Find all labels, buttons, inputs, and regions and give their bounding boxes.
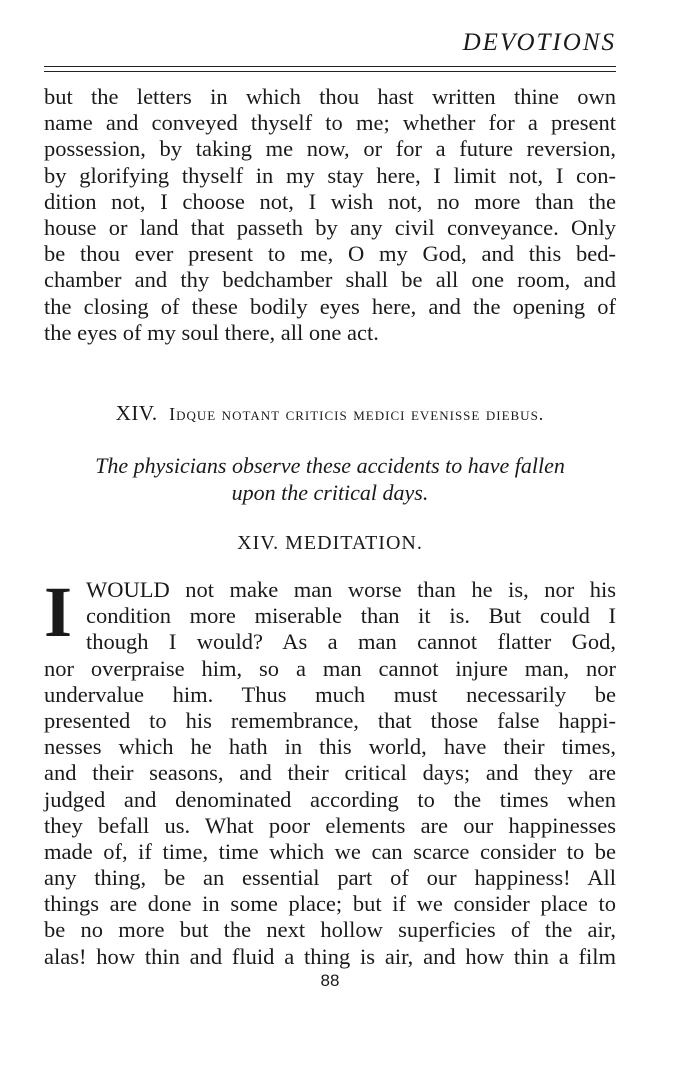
text-line: name and conveyed thyself to me; whether for a present bbox=[44, 110, 616, 136]
section-translation bbox=[64, 452, 596, 506]
section-number: XIV. bbox=[115, 401, 158, 425]
text-line: things are done in some place; but if we consider place to bbox=[44, 891, 616, 917]
text-line: the eyes of my soul there, all one act. bbox=[44, 319, 379, 345]
text-line: be thou ever present to me, O my God, and this bed- bbox=[44, 241, 616, 267]
text-line: chamber and thy bedchamber shall be all one room, and bbox=[44, 267, 616, 293]
text-line: presented to his remembrance, that those false happi- bbox=[44, 707, 616, 733]
text-line: undervalue him. Thus much must necessarily be bbox=[44, 681, 616, 707]
running-head: DEVOTIONS bbox=[462, 29, 616, 56]
text-line: the closing of these bodily eyes here, and the opening of bbox=[44, 293, 616, 319]
text-line: any thing, be an essential part of our happiness! All bbox=[44, 865, 616, 891]
text-line: judged and denominated according to the times when bbox=[44, 786, 616, 812]
meditation-paragraph bbox=[44, 572, 616, 970]
page-number: 88 bbox=[320, 971, 340, 990]
text-line: be no more but the next hollow superficies of the air, bbox=[44, 917, 616, 943]
text-line: though I would? As a man cannot flatter God, bbox=[86, 629, 616, 655]
text-line: possession, by taking me now, or for a future reversion, bbox=[44, 136, 616, 162]
text-line: dition not, I choose not, I wish not, no more than the bbox=[44, 188, 616, 214]
paragraph-continued bbox=[44, 84, 616, 346]
text-line: WOULD not make man worse than he is, nor his bbox=[86, 577, 616, 602]
section-heading bbox=[44, 400, 616, 427]
drop-cap: I bbox=[44, 572, 73, 652]
text-line: they befall us. What poor elements are our happinesses bbox=[44, 812, 616, 838]
text-line: nor overpraise him, so a man cannot injure man, nor bbox=[44, 655, 616, 681]
text-line: made of, if time, time which we can scarce consider to be bbox=[44, 838, 616, 864]
text-line: by glorifying thyself in my stay here, I limit not, I con- bbox=[44, 162, 616, 188]
meditation-heading: XIV. MEDITATION. bbox=[237, 532, 423, 554]
text-line: alas! how thin and fluid a thing is air, and how thin a film bbox=[44, 943, 616, 969]
translation-line: The physicians observe these accidents to have fallen bbox=[95, 453, 565, 478]
text-line: condition more miserable than it is. But could I bbox=[86, 603, 616, 629]
section-latin-title: Idque notant criticis medici evenisse diebus. bbox=[169, 404, 545, 424]
text-line: but the letters in which thou hast written thine own bbox=[44, 84, 616, 109]
book-page bbox=[44, 0, 616, 1069]
header-rule bbox=[44, 66, 616, 67]
header-rule-double bbox=[44, 71, 616, 72]
text-line: house or land that passeth by any civil conveyance. Only bbox=[44, 214, 616, 240]
translation-line: upon the critical days. bbox=[231, 480, 429, 505]
text-line: and their seasons, and their critical days; and they are bbox=[44, 760, 616, 786]
text-line: nesses which he hath in this world, have their times, bbox=[44, 734, 616, 760]
